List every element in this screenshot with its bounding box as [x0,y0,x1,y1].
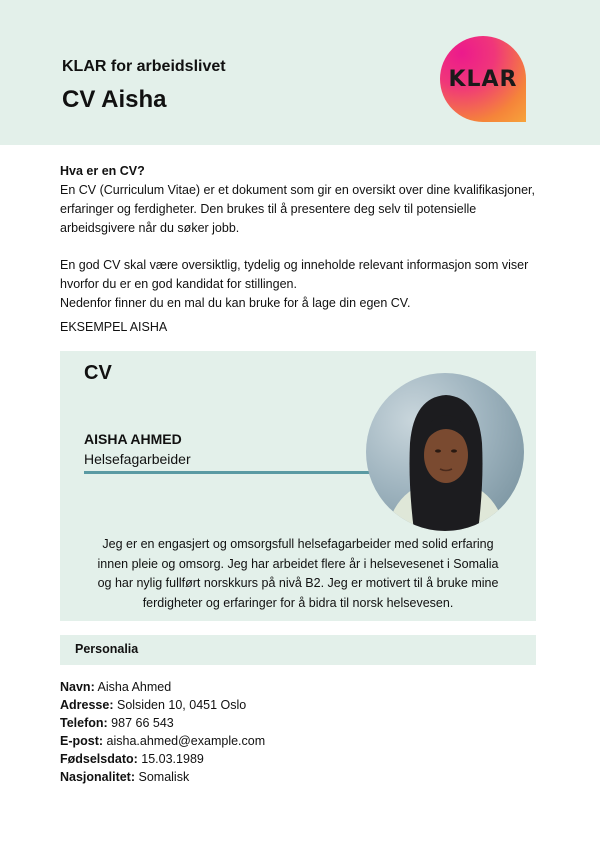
personalia-section-header [60,635,536,665]
logo-text: KLAR [448,66,518,92]
field-value: Somalisk [138,770,190,784]
personalia-row [60,750,265,768]
organization-name: KLAR for arbeidslivet [62,58,226,75]
personalia-row [60,768,265,786]
field-label: Telefon: [60,716,108,730]
cv-name: AISHA AHMED [84,431,182,447]
field-value: aisha.ahmed@example.com [106,734,266,748]
field-value: 987 66 543 [111,716,174,730]
field-value: Solsiden 10, 0451 Oslo [116,698,247,712]
cv-divider [84,471,374,474]
personalia-list [60,678,265,786]
page-header [0,0,600,145]
intro-question: Hva er en CV? [60,164,145,178]
cv-role: Helsefagarbeider [84,451,191,467]
field-value: 15.03.1989 [141,752,204,766]
cv-heading: CV [84,362,112,384]
intro-paragraph-2: En god CV skal være oversiktlig, tydelig og inneholde relevant informasjon som viser hvorfor du er en god kandidat for stillingen. [60,258,529,291]
person-avatar-icon [366,373,524,531]
field-label: Navn: [60,680,95,694]
field-value: Aisha Ahmed [97,680,172,694]
personalia-row [60,696,265,714]
klar-logo [440,36,526,122]
cv-summary: Jeg er en engasjert og omsorgsfull helsefagarbeider med solid erfaring innen pleie og omsorg. Jeg har arbeidet flere år i helsevesenet i Somalia og har nylig fullført norskkurs på nivå B2. Jeg er motivert til å bruke mine ferdigheter og erfaringer for å bidra til norsk helsevesen. [97,537,499,610]
personalia-row [60,732,265,750]
page-title: CV Aisha [62,86,167,113]
personalia-row [60,714,265,732]
field-label: E-post: [60,734,104,748]
intro-paragraph-1: En CV (Curriculum Vitae) er et dokument som gir en oversikt over dine kvalifikasjoner, erfaringer og ferdigheter. Den brukes til å presentere deg selv til potensielle arbeidsgivere når du søker jobb. [60,183,535,235]
field-label: Nasjonalitet: [60,770,136,784]
intro-paragraph-3: Nedenfor finner du en mal du kan bruke for å lage din egen CV. [60,296,411,310]
example-label: EKSEMPEL AISHA [60,320,168,334]
personalia-title: Personalia [75,642,139,656]
field-label: Adresse: [60,698,114,712]
profile-photo [366,373,524,531]
personalia-row [60,678,265,696]
field-label: Fødselsdato: [60,752,138,766]
cv-card [60,351,536,621]
intro-section [60,162,540,313]
